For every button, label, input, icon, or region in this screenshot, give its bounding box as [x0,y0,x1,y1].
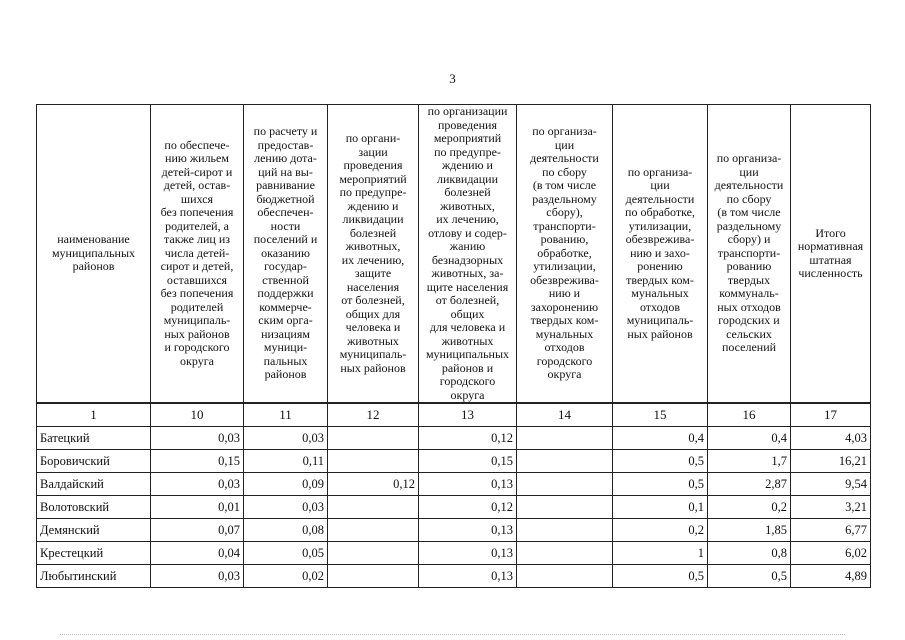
table-cell: 0,13 [419,519,517,542]
table-cell: 0,8 [708,542,791,565]
table-body [37,427,871,588]
column-number-13: 13 [419,403,517,427]
column-header-9: Итого нормативная штатная численность [791,105,871,404]
table-cell: 1,7 [708,450,791,473]
table-cell: 0,04 [151,542,244,565]
column-header-3: по расчету и предостав- лению дота- ций на вы- равнивание бюджетной обеспечен- ности поселений и оказанию государ- ственной поддержки коммерче- ским орга- низациям муници- пальных районов [244,105,328,404]
table-cell: 0,15 [419,450,517,473]
table-cell: 0,5 [613,473,708,496]
column-number-1: 1 [37,403,151,427]
table-cell [328,496,419,519]
district-name: Батецкий [37,427,151,450]
table-cell: 0,5 [613,450,708,473]
page-number: 3 [449,71,456,86]
column-header-7: по организа- ции деятельности по обработке, утилизации, обезврежива- нию и захо- ронению твердых ком- мунальных отходов муниципаль- ных районов [613,105,708,404]
table-cell: 0,03 [244,427,328,450]
column-header-6: по организа- ции деятельности по сбору (в том числе раздельному сбору), транспорти- рованию, обработке, утилизации, обезврежива- нию и захоронению твердых ком- мунальных отходов городского округа [517,105,613,404]
table-cell [328,450,419,473]
column-header-5: по организации проведения мероприятий по предупре- ждению и ликвидации болезней животных, их лечению, отлову и содер- жанию безнадзорных животных, за- щите населения от болезней, общих для человека и животных муниципальных районов и городского округа [419,105,517,404]
table-cell [328,565,419,588]
table-cell: 0,5 [613,565,708,588]
table-cell [328,542,419,565]
table-cell: 0,1 [613,496,708,519]
table-cell: 0,12 [328,473,419,496]
column-number-11: 11 [244,403,328,427]
table-cell [517,450,613,473]
table-cell: 0,2 [708,496,791,519]
table-cell: 0,15 [151,450,244,473]
table-row [37,519,871,542]
table-row [37,473,871,496]
table-cell: 0,12 [419,427,517,450]
table-cell: 0,5 [708,565,791,588]
table-cell [517,519,613,542]
table-cell [517,427,613,450]
district-name: Волотовский [37,496,151,519]
table-cell: 0,09 [244,473,328,496]
column-number-12: 12 [328,403,419,427]
column-number-14: 14 [517,403,613,427]
table-cell: 0,12 [419,496,517,519]
table-cell: 0,03 [151,427,244,450]
table-cell [517,496,613,519]
table-cell: 6,02 [791,542,871,565]
table-cell: 0,02 [244,565,328,588]
table-cell: 0,2 [613,519,708,542]
column-number-10: 10 [151,403,244,427]
table-cell: 0,07 [151,519,244,542]
table-cell: 4,03 [791,427,871,450]
column-header-2: по обеспече- нию жильем детей-сирот и детей, остав- шихся без попечения родителей, а также лиц из числа детей- сирот и детей, оставшихся без попечения родителей муниципаль- ных районов и городского округа [151,105,244,404]
table-cell [517,473,613,496]
district-name: Любытинский [37,565,151,588]
table-row [37,427,871,450]
district-name: Валдайский [37,473,151,496]
table-cell: 0,13 [419,565,517,588]
table-cell: 0,08 [244,519,328,542]
table-cell: 9,54 [791,473,871,496]
table-cell: 0,03 [151,565,244,588]
table-cell [517,542,613,565]
table-cell: 0,13 [419,473,517,496]
table-cell [328,519,419,542]
table-row [37,496,871,519]
staffing-table [36,104,871,588]
header-row [37,105,871,404]
column-header-8: по организа- ции деятельности по сбору (в том числе раздельному сбору) и транспорти- рованию твердых коммуналь- ных отходов городских и сельских поселений [708,105,791,404]
column-number-15: 15 [613,403,708,427]
table-cell: 6,77 [791,519,871,542]
table-cell: 0,03 [151,473,244,496]
table-cell: 0,01 [151,496,244,519]
table-cell: 0,05 [244,542,328,565]
district-name: Демянский [37,519,151,542]
column-header-1: наименование муниципальных районов [37,105,151,404]
column-number-17: 17 [791,403,871,427]
district-name: Боровичский [37,450,151,473]
table-cell [328,427,419,450]
scan-edge [60,634,845,636]
column-number-16: 16 [708,403,791,427]
table-cell: 0,13 [419,542,517,565]
district-name: Крестецкий [37,542,151,565]
table-cell: 0,4 [708,427,791,450]
table-row [37,565,871,588]
table-cell: 2,87 [708,473,791,496]
column-header-4: по органи- зации проведения мероприятий по предупре- ждению и ликвидации болезней животных, их лечению, защите населения от болезней, общих для человека и животных муниципаль- ных районов [328,105,419,404]
table-cell: 1 [613,542,708,565]
table-cell: 3,21 [791,496,871,519]
column-number-row [37,403,871,427]
table-row [37,450,871,473]
table-row [37,542,871,565]
table-cell: 1,85 [708,519,791,542]
table-cell: 0,4 [613,427,708,450]
table-cell: 0,11 [244,450,328,473]
table-cell [517,565,613,588]
table-cell: 16,21 [791,450,871,473]
table-cell: 0,03 [244,496,328,519]
table-cell: 4,89 [791,565,871,588]
